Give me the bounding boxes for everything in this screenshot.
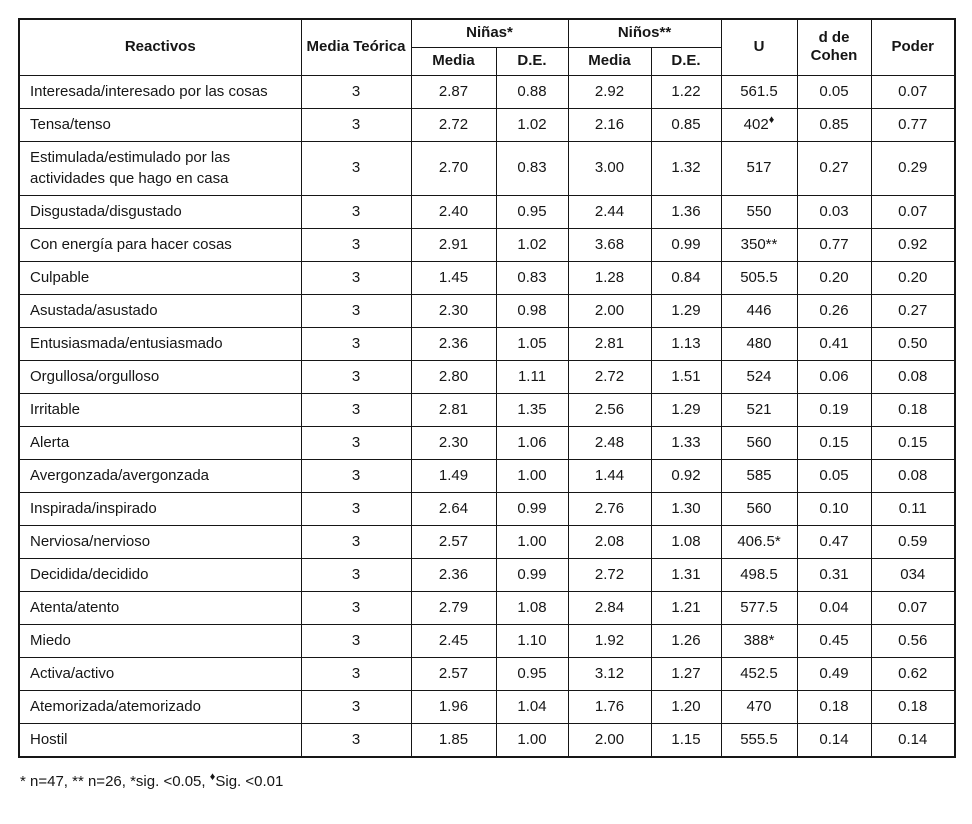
table-cell: 2.45 (411, 625, 496, 658)
subheader-ninos-media: Media (568, 47, 651, 75)
footnote-part1: * n=47, ** n=26, *sig. <0.05, (20, 773, 210, 790)
table-cell: 3 (301, 361, 411, 394)
table-cell: 2.48 (568, 427, 651, 460)
table-cell: 0.85 (797, 108, 871, 141)
table-cell: 3 (301, 592, 411, 625)
table-cell: 3.00 (568, 141, 651, 196)
table-cell: 2.57 (411, 658, 496, 691)
table-cell: 555.5 (721, 724, 797, 758)
table-cell: 0.84 (651, 262, 721, 295)
table-cell: 2.00 (568, 724, 651, 758)
table-cell: 1.11 (496, 361, 568, 394)
subheader-ninos-de: D.E. (651, 47, 721, 75)
table-cell: 3 (301, 493, 411, 526)
table-cell: 2.30 (411, 295, 496, 328)
table-cell: 1.22 (651, 75, 721, 108)
table-cell: 524 (721, 361, 797, 394)
table-cell: 3 (301, 625, 411, 658)
table-cell: 2.84 (568, 592, 651, 625)
table-cell: 350** (721, 229, 797, 262)
table-cell: 2.00 (568, 295, 651, 328)
table-cell: 0.04 (797, 592, 871, 625)
header-row-1 (19, 19, 955, 47)
table-cell: Disgustada/disgustado (19, 196, 301, 229)
table-cell: 3 (301, 394, 411, 427)
table-cell: 0.18 (871, 394, 955, 427)
table-cell: 517 (721, 141, 797, 196)
table-cell: 577.5 (721, 592, 797, 625)
table-cell: 3 (301, 691, 411, 724)
table-cell: Culpable (19, 262, 301, 295)
table-cell: 0.26 (797, 295, 871, 328)
table-cell: 560 (721, 493, 797, 526)
header-ninas: Niñas* (411, 19, 568, 47)
table-cell: 0.11 (871, 493, 955, 526)
table-row (19, 460, 955, 493)
table-cell: Asustada/asustado (19, 295, 301, 328)
table-cell: 0.18 (871, 691, 955, 724)
table-row (19, 229, 955, 262)
table-cell: 1.51 (651, 361, 721, 394)
table-cell: 0.77 (797, 229, 871, 262)
table-cell: 2.36 (411, 328, 496, 361)
table-row (19, 328, 955, 361)
table-cell: 3 (301, 108, 411, 141)
table-cell: 1.92 (568, 625, 651, 658)
table-cell: 2.72 (411, 108, 496, 141)
table-cell: 3 (301, 328, 411, 361)
table-cell: 2.70 (411, 141, 496, 196)
table-cell: 1.15 (651, 724, 721, 758)
table-cell: 1.00 (496, 526, 568, 559)
table-cell: 550 (721, 196, 797, 229)
table-cell: Nerviosa/nervioso (19, 526, 301, 559)
table-cell: 1.31 (651, 559, 721, 592)
table-cell: 0.07 (871, 75, 955, 108)
table-cell: 3 (301, 658, 411, 691)
table-cell: 0.10 (797, 493, 871, 526)
table-cell: 1.26 (651, 625, 721, 658)
table-cell: 1.08 (651, 526, 721, 559)
table-cell: 3 (301, 559, 411, 592)
table-cell: 3.68 (568, 229, 651, 262)
table-cell: Orgullosa/orgulloso (19, 361, 301, 394)
table-cell: 3 (301, 75, 411, 108)
table-cell: 0.18 (797, 691, 871, 724)
table-cell: 1.49 (411, 460, 496, 493)
table-cell: 1.35 (496, 394, 568, 427)
table-cell: 1.00 (496, 724, 568, 758)
table-cell: 0.99 (651, 229, 721, 262)
table-cell: Atemorizada/atemorizado (19, 691, 301, 724)
table-cell: 3 (301, 526, 411, 559)
table-row (19, 196, 955, 229)
table-row (19, 691, 955, 724)
table-cell: 1.33 (651, 427, 721, 460)
table-cell: 1.02 (496, 108, 568, 141)
diamond-symbol: ♦ (209, 771, 216, 783)
table-cell: 3 (301, 262, 411, 295)
table-cell: 0.88 (496, 75, 568, 108)
table-cell: 0.20 (797, 262, 871, 295)
table-cell: 0.03 (797, 196, 871, 229)
table-cell: 1.13 (651, 328, 721, 361)
table-cell: 406.5* (721, 526, 797, 559)
table-cell: 0.47 (797, 526, 871, 559)
table-cell: 402♦ (721, 108, 797, 141)
header-u: U (721, 19, 797, 75)
table-cell: 0.99 (496, 559, 568, 592)
table-cell: 0.59 (871, 526, 955, 559)
table-cell: 1.28 (568, 262, 651, 295)
table-row (19, 361, 955, 394)
table-cell: 2.44 (568, 196, 651, 229)
table-cell: 0.31 (797, 559, 871, 592)
table-row (19, 262, 955, 295)
footnote (18, 773, 954, 790)
table-cell: 3 (301, 229, 411, 262)
table-cell: Miedo (19, 625, 301, 658)
table-cell: Con energía para hacer cosas (19, 229, 301, 262)
footnote-part2: Sig. <0.01 (215, 773, 284, 790)
table-cell: 0.95 (496, 196, 568, 229)
table-cell: 0.92 (871, 229, 955, 262)
table-cell: 0.49 (797, 658, 871, 691)
header-media-teorica: Media Teórica (301, 19, 411, 75)
table-cell: 1.04 (496, 691, 568, 724)
table-cell: 2.92 (568, 75, 651, 108)
table-row (19, 658, 955, 691)
table-cell: 480 (721, 328, 797, 361)
table-cell: 388* (721, 625, 797, 658)
table-cell: 0.05 (797, 460, 871, 493)
table-cell: 2.80 (411, 361, 496, 394)
table-row (19, 493, 955, 526)
table-row (19, 625, 955, 658)
table-cell: 0.06 (797, 361, 871, 394)
table-cell: 1.29 (651, 394, 721, 427)
table-cell: 2.81 (411, 394, 496, 427)
table-row (19, 724, 955, 758)
table-cell: 0.62 (871, 658, 955, 691)
table-cell: 446 (721, 295, 797, 328)
table-cell: Entusiasmada/entusiasmado (19, 328, 301, 361)
table-cell: 0.20 (871, 262, 955, 295)
table-cell: 0.27 (871, 295, 955, 328)
significance-mark: ♦ (768, 113, 775, 126)
table-cell: 0.15 (871, 427, 955, 460)
table-cell: 2.81 (568, 328, 651, 361)
subheader-ninas-de: D.E. (496, 47, 568, 75)
table-cell: 0.08 (871, 460, 955, 493)
table-cell: Activa/activo (19, 658, 301, 691)
table-cell: Alerta (19, 427, 301, 460)
table-cell: 2.40 (411, 196, 496, 229)
table-cell: 1.96 (411, 691, 496, 724)
table-cell: 505.5 (721, 262, 797, 295)
table-cell: Atenta/atento (19, 592, 301, 625)
table-cell: Tensa/tenso (19, 108, 301, 141)
table-body (19, 75, 955, 757)
table-cell: 0.83 (496, 141, 568, 196)
table-cell: 0.15 (797, 427, 871, 460)
table-cell: 1.02 (496, 229, 568, 262)
table-cell: 3 (301, 295, 411, 328)
table-cell: 0.99 (496, 493, 568, 526)
table-cell: 2.79 (411, 592, 496, 625)
table-cell: 1.76 (568, 691, 651, 724)
table-cell: 0.45 (797, 625, 871, 658)
table-cell: 0.29 (871, 141, 955, 196)
table-cell: 0.56 (871, 625, 955, 658)
table-cell: 3 (301, 724, 411, 758)
table-cell: 0.77 (871, 108, 955, 141)
table-cell: Avergonzada/avergonzada (19, 460, 301, 493)
table-cell: 0.83 (496, 262, 568, 295)
table-cell: 0.07 (871, 196, 955, 229)
table-cell: 2.08 (568, 526, 651, 559)
table-cell: 1.32 (651, 141, 721, 196)
table-cell: 1.44 (568, 460, 651, 493)
table-cell: 1.29 (651, 295, 721, 328)
table-cell: 2.64 (411, 493, 496, 526)
subheader-ninas-media: Media (411, 47, 496, 75)
table-cell: 1.27 (651, 658, 721, 691)
table-cell: 3.12 (568, 658, 651, 691)
header-d-cohen: d de Cohen (797, 19, 871, 75)
table-cell: Interesada/interesado por las cosas (19, 75, 301, 108)
table-cell: Estimulada/estimulado por las actividades que hago en casa (19, 141, 301, 196)
table-cell: 0.14 (797, 724, 871, 758)
header-poder: Poder (871, 19, 955, 75)
table-cell: 0.85 (651, 108, 721, 141)
table-cell: 3 (301, 460, 411, 493)
table-cell: 1.05 (496, 328, 568, 361)
table-cell: 0.19 (797, 394, 871, 427)
table-header (19, 19, 955, 75)
table-row (19, 295, 955, 328)
table-cell: 2.72 (568, 361, 651, 394)
stats-table (18, 18, 956, 758)
table-cell: 2.91 (411, 229, 496, 262)
header-ninos: Niños** (568, 19, 721, 47)
table-cell: Irritable (19, 394, 301, 427)
table-cell: 0.41 (797, 328, 871, 361)
table-cell: 561.5 (721, 75, 797, 108)
table-row (19, 559, 955, 592)
table-cell: 2.30 (411, 427, 496, 460)
table-cell: 498.5 (721, 559, 797, 592)
table-cell: 2.57 (411, 526, 496, 559)
table-cell: Hostil (19, 724, 301, 758)
table-cell: Decidida/decidido (19, 559, 301, 592)
table-cell: 1.06 (496, 427, 568, 460)
table-cell: 452.5 (721, 658, 797, 691)
table-row (19, 108, 955, 141)
table-cell: 1.45 (411, 262, 496, 295)
table-cell: 0.95 (496, 658, 568, 691)
table-cell: 2.72 (568, 559, 651, 592)
table-row (19, 526, 955, 559)
table-cell: 1.00 (496, 460, 568, 493)
table-cell: 3 (301, 196, 411, 229)
table-cell: 0.14 (871, 724, 955, 758)
table-cell: 0.05 (797, 75, 871, 108)
table-cell: 2.16 (568, 108, 651, 141)
table-cell: 1.21 (651, 592, 721, 625)
table-row (19, 141, 955, 196)
table-cell: 0.92 (651, 460, 721, 493)
table-cell: 0.07 (871, 592, 955, 625)
table-cell: 1.20 (651, 691, 721, 724)
table-cell: 2.56 (568, 394, 651, 427)
table-cell: 0.98 (496, 295, 568, 328)
table-cell: 521 (721, 394, 797, 427)
table-cell: 2.36 (411, 559, 496, 592)
table-cell: 0.08 (871, 361, 955, 394)
table-row (19, 592, 955, 625)
table-cell: 3 (301, 141, 411, 196)
table-cell: 1.10 (496, 625, 568, 658)
table-cell: 1.85 (411, 724, 496, 758)
table-cell: 1.08 (496, 592, 568, 625)
table-cell: 1.30 (651, 493, 721, 526)
table-cell: 585 (721, 460, 797, 493)
table-row (19, 394, 955, 427)
table-row (19, 75, 955, 108)
header-reactivos: Reactivos (19, 19, 301, 75)
table-cell: 1.36 (651, 196, 721, 229)
table-cell: 2.87 (411, 75, 496, 108)
table-cell: 0.50 (871, 328, 955, 361)
table-cell: Inspirada/inspirado (19, 493, 301, 526)
table-row (19, 427, 955, 460)
table-cell: 560 (721, 427, 797, 460)
table-cell: 2.76 (568, 493, 651, 526)
table-cell: 0.27 (797, 141, 871, 196)
table-cell: 034 (871, 559, 955, 592)
table-cell: 470 (721, 691, 797, 724)
table-cell: 3 (301, 427, 411, 460)
